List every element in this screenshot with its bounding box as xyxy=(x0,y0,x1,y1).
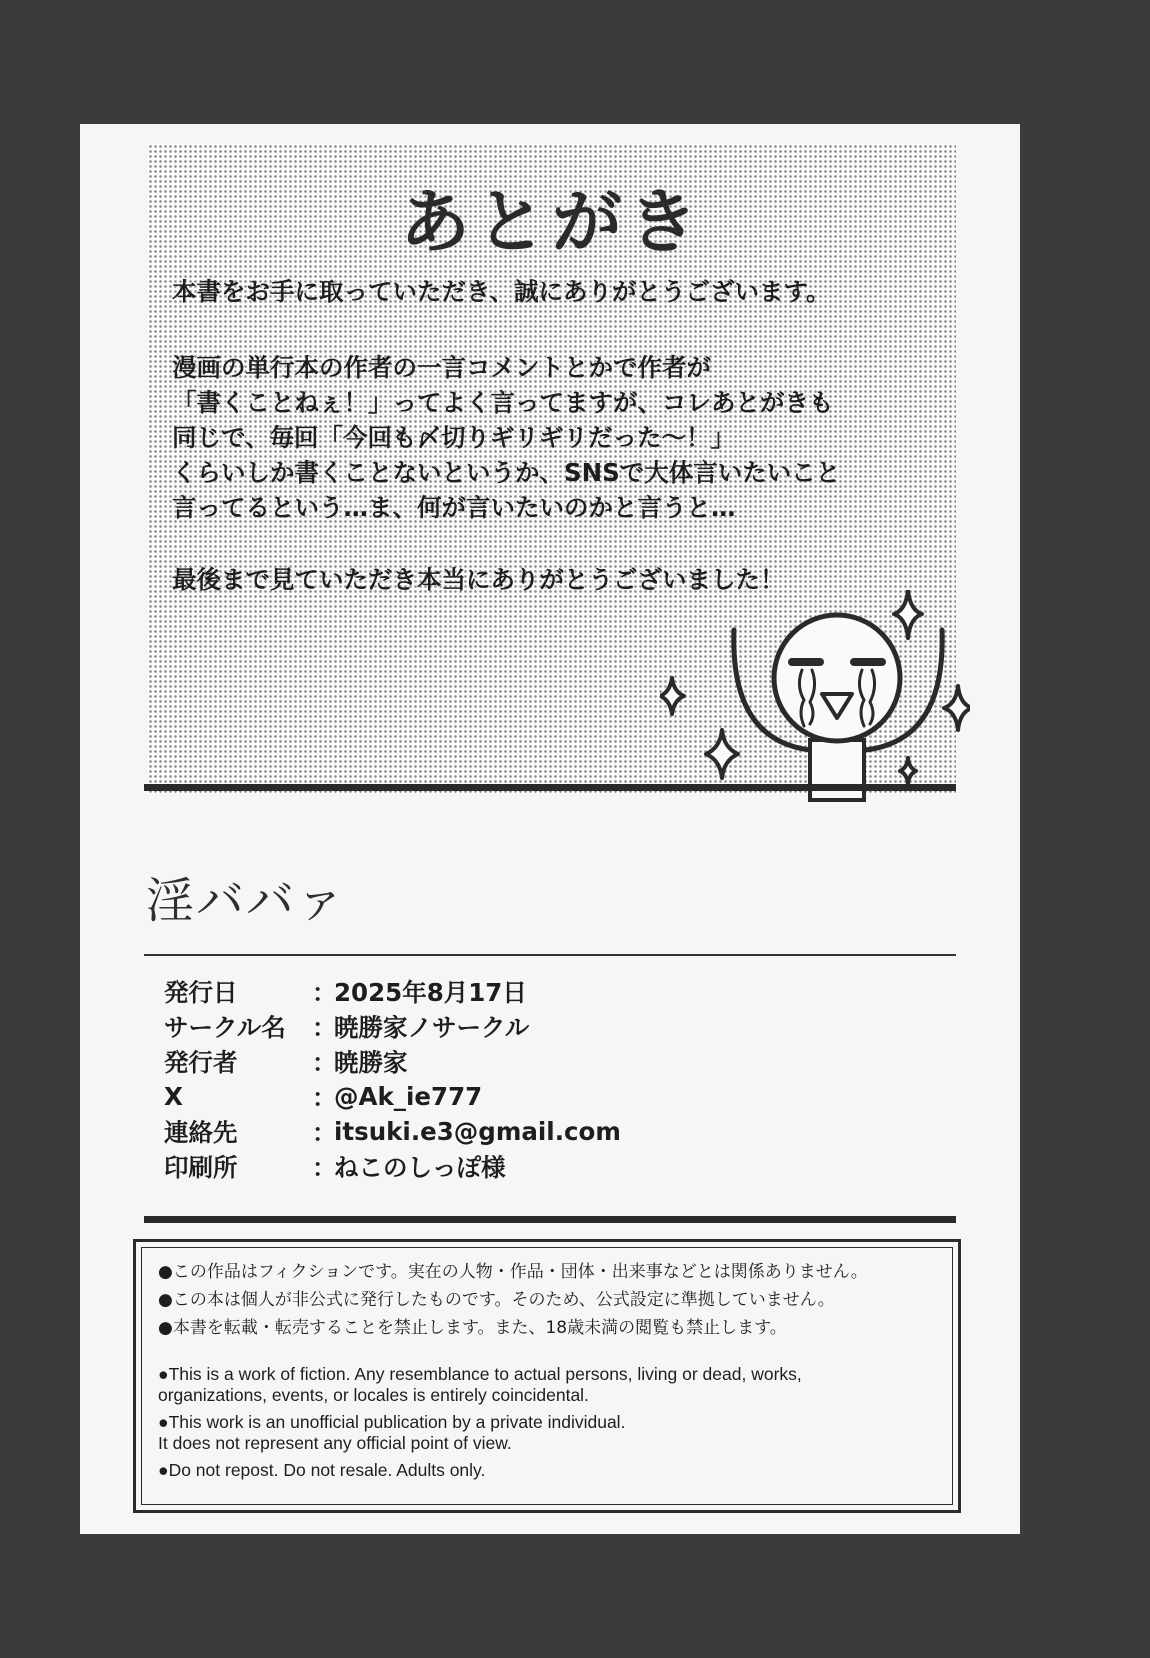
colophon-label: 発行日 xyxy=(164,978,238,1007)
disclaimer-item: ●本書を転載・転売することを禁止します。また、18歳未満の閲覧も禁止します。 xyxy=(158,1318,787,1338)
colophon-separator: ： xyxy=(312,1013,337,1042)
disclaimer-line: It does not represent any official point of view. xyxy=(158,1432,512,1453)
colophon-label: 連絡先 xyxy=(164,1118,238,1147)
disclaimer-english xyxy=(158,1364,802,1488)
crying-mascot-icon xyxy=(660,590,970,830)
colophon-separator: ： xyxy=(312,1048,337,1077)
book-page xyxy=(80,124,1020,1534)
colophon-row xyxy=(164,1149,621,1184)
title-divider xyxy=(144,954,956,956)
disclaimer-line: ●This is a work of fiction. Any resemblance to actual persons, living or dead, works, xyxy=(158,1364,802,1384)
colophon-value: 暁勝家 xyxy=(334,1048,408,1077)
disclaimer-item: ●この本は個人が非公式に発行したものです。そのため、公式設定に準拠していません。 xyxy=(158,1290,835,1310)
disclaimer-inner-frame xyxy=(141,1247,953,1505)
colophon-label: 印刷所 xyxy=(164,1153,238,1182)
book-title: 淫ババァ xyxy=(146,873,347,929)
disclaimer-item xyxy=(158,1460,802,1481)
colophon-label: サークル名 xyxy=(164,1013,286,1042)
thanks-text: 本書をお手に取っていただき、誠にありがとうございます。 xyxy=(172,277,831,306)
colophon-divider xyxy=(144,1216,956,1223)
disclaimer-line: organizations, events, or locales is entirely coincidental. xyxy=(158,1384,589,1405)
disclaimer-box xyxy=(133,1239,961,1513)
comment-line: 漫画の単行本の作者の一言コメントとかで作者が xyxy=(172,353,711,382)
colophon-value: ねこのしっぽ様 xyxy=(334,1153,506,1182)
closing-text: 最後まで見ていただき本当にありがとうございました！ xyxy=(172,565,785,594)
colophon-row xyxy=(164,1009,621,1044)
x-handle-value: @Ak_ie777 xyxy=(334,1082,483,1111)
disclaimer-line: ●This work is an unofficial publication by a private individual. xyxy=(158,1412,626,1432)
colophon-table xyxy=(164,974,621,1184)
contact-email-value: itsuki.e3@gmail.com xyxy=(334,1117,621,1146)
colophon-label: X xyxy=(164,1082,183,1111)
colophon-value: 2025年8月17日 xyxy=(334,978,527,1007)
colophon-value: 暁勝家ノサークル xyxy=(334,1013,530,1042)
disclaimer-item: ●この作品はフィクションです。実在の人物・作品・団体・出来事などとは関係ありません。 xyxy=(158,1262,868,1282)
afterword-heading: あとがき xyxy=(400,181,704,263)
colophon-row xyxy=(164,1114,621,1149)
afterword-comment xyxy=(172,350,952,525)
disclaimer-line: ●Do not repost. Do not resale. Adults only. xyxy=(158,1460,486,1480)
colophon-separator: ： xyxy=(312,1153,337,1182)
colophon-row xyxy=(164,1079,621,1114)
colophon-label: 発行者 xyxy=(164,1048,238,1077)
comment-line: 「書くことねぇ！」ってよく言ってますが、コレあとがきも xyxy=(172,388,834,417)
comment-line: 言ってるという…ま、何が言いたいのかと言うと… xyxy=(172,493,736,522)
comment-line: 同じで、毎回「今回も〆切りギリギリだった〜！」 xyxy=(172,423,736,452)
colophon-separator: ： xyxy=(312,1118,337,1147)
disclaimer-japanese xyxy=(158,1258,868,1342)
section-divider xyxy=(144,784,956,791)
disclaimer-item xyxy=(158,1364,802,1405)
colophon-separator: ： xyxy=(312,978,337,1007)
disclaimer-item xyxy=(158,1412,802,1453)
comment-line: くらいしか書くことないというか、SNSで大体言いたいこと xyxy=(172,458,841,487)
colophon-separator: ： xyxy=(312,1083,337,1112)
colophon-row xyxy=(164,974,621,1009)
colophon-row xyxy=(164,1044,621,1079)
